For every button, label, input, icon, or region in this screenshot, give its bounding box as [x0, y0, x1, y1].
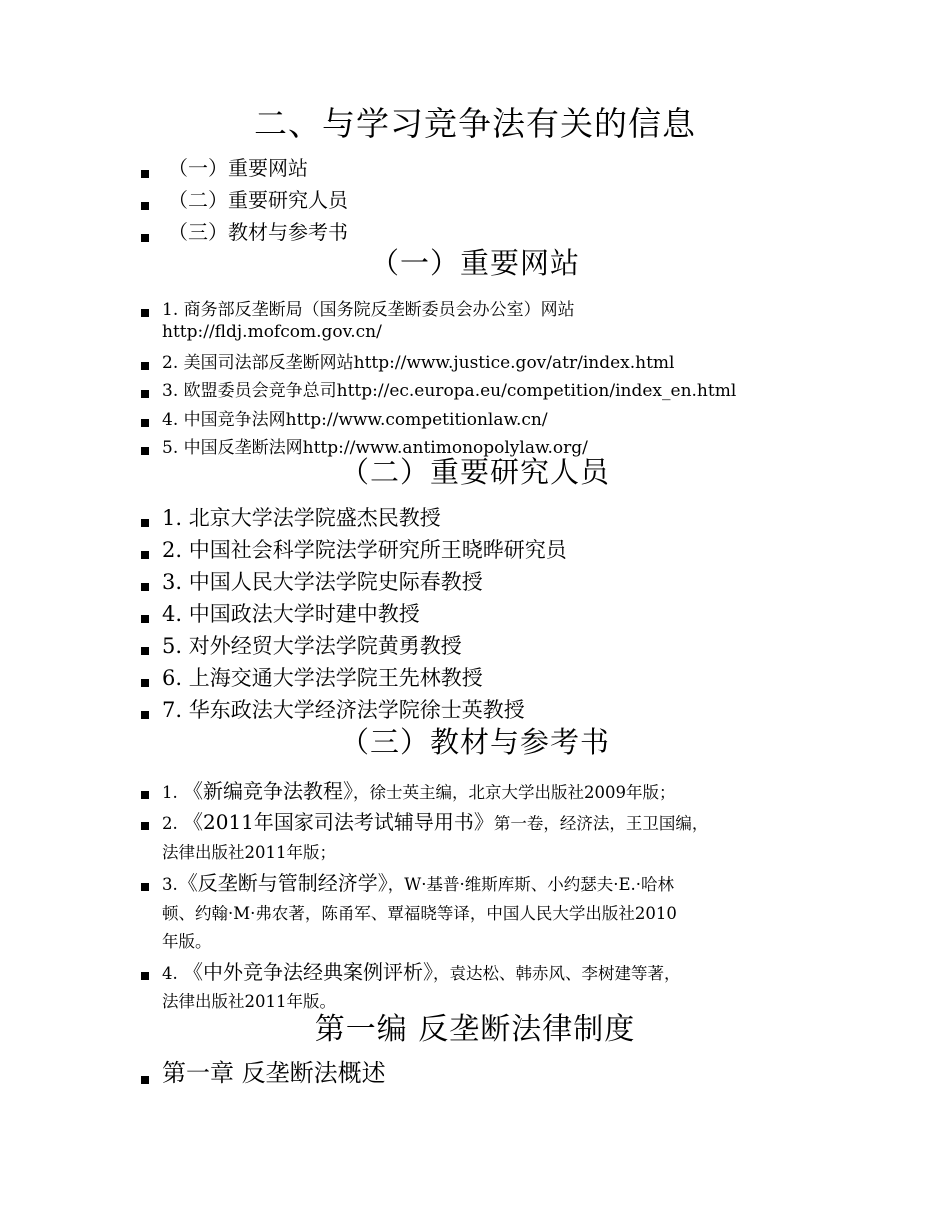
section-heading-researchers: （二）重要研究人员: [339, 455, 610, 489]
website-name: 中国反垄断法网: [183, 438, 303, 458]
item-number: 1.: [162, 783, 178, 802]
bullet-icon: [141, 419, 149, 427]
toc-item-books[interactable]: （三）教材与参考书: [168, 220, 348, 244]
section-heading-websites: （一）重要网站: [369, 246, 580, 280]
book-detail: ，袁达松、韩赤风、李树建等著，: [433, 964, 681, 983]
researcher-item: 6. 上海交通大学法学院王先林教授: [162, 666, 483, 690]
item-number: 4.: [162, 964, 178, 983]
bullet-icon: [141, 822, 149, 830]
book-detail: 法律出版社2011年版。: [162, 992, 336, 1011]
bullet-icon: [141, 519, 149, 527]
website-item: [162, 348, 674, 373]
item-number: 2.: [162, 814, 178, 833]
website-name: 中国竞争法网: [183, 410, 286, 430]
website-url[interactable]: http://www.justice.gov/atr/index.html: [353, 353, 675, 373]
website-item: [162, 295, 575, 320]
bullet-icon: [141, 583, 149, 591]
website-item: [162, 376, 736, 401]
book-detail: 法律出版社2011年版；: [162, 843, 336, 862]
book-item: [162, 775, 676, 804]
item-number: 3.: [162, 875, 178, 894]
book-title: 《2011年国家司法考试辅导用书》: [183, 810, 494, 834]
bullet-icon: [141, 1076, 149, 1084]
book-detail: 年版。: [162, 932, 212, 951]
book-detail: 顿、约翰·M·弗农著，陈甬军、覃福晓等译，中国人民大学出版社2010: [162, 904, 677, 923]
bullet-icon: [141, 170, 149, 178]
page-title: 二、与学习竞争法有关的信息: [254, 104, 696, 143]
item-number: 5.: [162, 438, 179, 458]
chapter-item[interactable]: 第一章 反垄断法概述: [162, 1059, 386, 1087]
book-detail: 第一卷，经济法，王卫国编，: [493, 814, 709, 833]
part-heading: 第一编 反垄断法律制度: [314, 1012, 636, 1047]
item-number: 4.: [162, 410, 179, 430]
item-number: 2.: [162, 353, 179, 373]
toc-item-websites[interactable]: （一）重要网站: [168, 156, 308, 180]
bullet-icon: [141, 679, 149, 687]
bullet-icon: [141, 362, 149, 370]
bullet-icon: [141, 309, 149, 317]
bullet-icon: [141, 202, 149, 210]
book-item: [162, 956, 681, 985]
bullet-icon: [141, 551, 149, 559]
website-name: 美国司法部反垄断网站: [183, 353, 354, 373]
researcher-item: 1. 北京大学法学院盛杰民教授: [162, 506, 441, 530]
website-item: [162, 405, 548, 430]
website-url[interactable]: http://fldj.mofcom.gov.cn/: [162, 322, 382, 342]
website-name: 欧盟委员会竞争总司: [183, 381, 337, 401]
website-url[interactable]: http://ec.europa.eu/competition/index_en.html: [336, 381, 737, 401]
website-url[interactable]: http://www.antimonopolylaw.org/: [302, 438, 588, 458]
book-title: 《中外竞争法经典案例评析》: [183, 960, 433, 984]
item-number: 1.: [162, 300, 179, 320]
book-detail: ，W·基普·维斯库斯、小约瑟夫·E.·哈林: [387, 875, 674, 894]
item-number: 3.: [162, 381, 179, 401]
bullet-icon: [141, 390, 149, 398]
website-name: 商务部反垄断局（国务院反垄断委员会办公室）网站: [183, 300, 575, 320]
section-heading-books: （三）教材与参考书: [339, 725, 610, 759]
researcher-item: 5. 对外经贸大学法学院黄勇教授: [162, 634, 462, 658]
researcher-item: 4. 中国政法大学时建中教授: [162, 602, 420, 626]
bullet-icon: [141, 972, 149, 980]
bullet-icon: [141, 615, 149, 623]
book-title: 《新编竞争法教程》: [183, 779, 353, 803]
researcher-item: 3. 中国人民大学法学院史际春教授: [162, 570, 483, 594]
bullet-icon: [141, 647, 149, 655]
website-url[interactable]: http://www.competitionlaw.cn/: [285, 410, 548, 430]
book-title: 《反垄断与管制经济学》: [177, 871, 388, 895]
book-item: [162, 867, 674, 896]
bullet-icon: [141, 791, 149, 799]
researcher-item: 2. 中国社会科学院法学研究所王晓晔研究员: [162, 538, 567, 562]
book-detail: ，徐士英主编，北京大学出版社2009年版；: [353, 783, 676, 802]
book-item: [162, 806, 708, 835]
researcher-item: 7. 华东政法大学经济法学院徐士英教授: [162, 698, 525, 722]
toc-item-researchers[interactable]: （二）重要研究人员: [168, 188, 348, 212]
bullet-icon: [141, 883, 149, 891]
bullet-icon: [141, 711, 149, 719]
